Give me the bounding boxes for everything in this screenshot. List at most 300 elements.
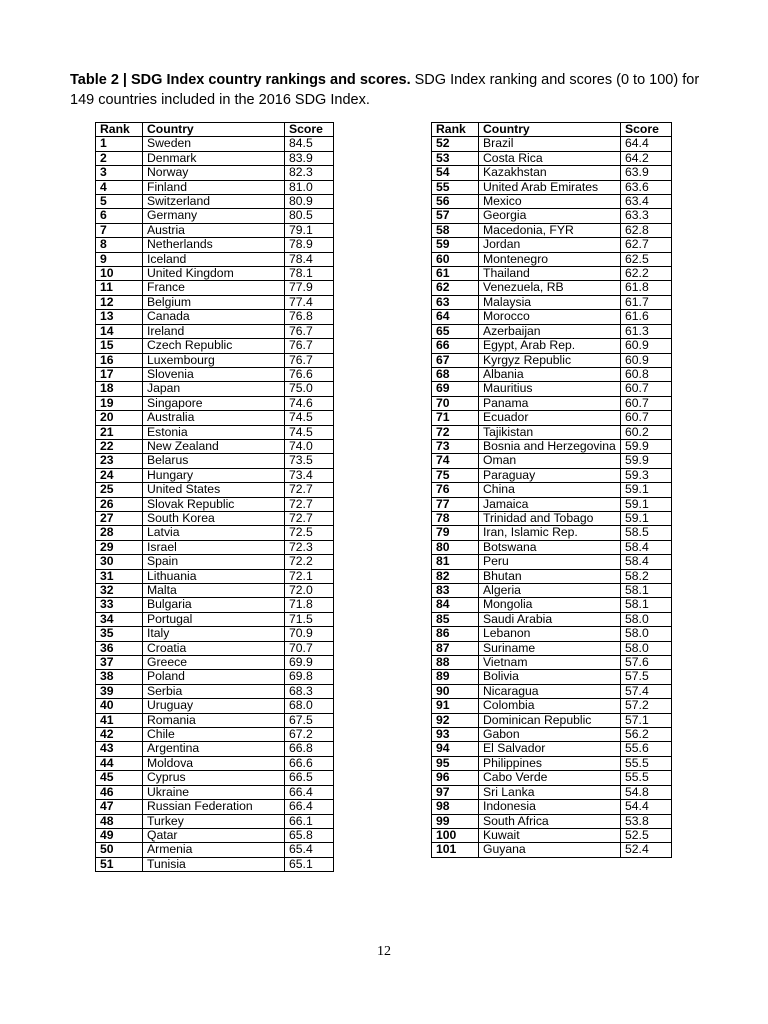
country-cell: Ukraine [143, 785, 285, 799]
score-cell: 59.1 [621, 511, 672, 525]
rank-cell: 1 [96, 137, 143, 151]
rank-cell: 27 [96, 511, 143, 525]
rank-cell: 62 [432, 281, 479, 295]
table-row [96, 324, 334, 338]
country-cell: Macedonia, FYR [479, 223, 621, 237]
table-row [96, 828, 334, 842]
table-row [432, 396, 672, 410]
table-row [96, 540, 334, 554]
score-cell: 62.2 [621, 267, 672, 281]
table-row [432, 828, 672, 842]
caption-text: SDG Index ranking and scores (0 to 100) for 149 countries included in the 2016 SDG Index. [70, 72, 700, 108]
country-cell: Botswana [479, 540, 621, 554]
table-row [96, 281, 334, 295]
table-row [432, 699, 672, 713]
country-cell: Armenia [143, 843, 285, 857]
score-cell: 76.7 [285, 339, 334, 353]
rank-cell: 60 [432, 252, 479, 266]
country-cell: Spain [143, 555, 285, 569]
rank-cell: 77 [432, 497, 479, 511]
score-cell: 61.6 [621, 310, 672, 324]
table-row [96, 684, 334, 698]
table-row [432, 800, 672, 814]
rank-cell: 73 [432, 439, 479, 453]
score-cell: 77.4 [285, 295, 334, 309]
rank-cell: 74 [432, 454, 479, 468]
table-row [96, 497, 334, 511]
table-row [96, 526, 334, 540]
country-cell: Jordan [479, 238, 621, 252]
score-cell: 74.5 [285, 425, 334, 439]
score-cell: 61.3 [621, 324, 672, 338]
rank-cell: 85 [432, 612, 479, 626]
table-row [96, 367, 334, 381]
country-cell: Serbia [143, 684, 285, 698]
country-cell: Indonesia [479, 800, 621, 814]
rank-cell: 64 [432, 310, 479, 324]
score-cell: 59.3 [621, 468, 672, 482]
score-cell: 73.4 [285, 468, 334, 482]
score-cell: 59.9 [621, 439, 672, 453]
table-row [96, 555, 334, 569]
table-row [96, 843, 334, 857]
country-cell: Belgium [143, 295, 285, 309]
country-cell: Portugal [143, 612, 285, 626]
table-row [96, 742, 334, 756]
country-cell: Croatia [143, 641, 285, 655]
score-cell: 63.3 [621, 209, 672, 223]
country-cell: Panama [479, 396, 621, 410]
country-cell: Romania [143, 713, 285, 727]
table-row [96, 238, 334, 252]
rank-cell: 30 [96, 555, 143, 569]
country-cell: Italy [143, 627, 285, 641]
rank-cell: 76 [432, 483, 479, 497]
table-header-row [432, 123, 672, 137]
country-cell: Paraguay [479, 468, 621, 482]
score-cell: 59.9 [621, 454, 672, 468]
country-cell: Singapore [143, 396, 285, 410]
rank-cell: 42 [96, 728, 143, 742]
rank-cell: 84 [432, 598, 479, 612]
table-row [432, 569, 672, 583]
table-row [96, 728, 334, 742]
rank-cell: 23 [96, 454, 143, 468]
score-cell: 70.7 [285, 641, 334, 655]
rank-cell: 52 [432, 137, 479, 151]
country-cell: Albania [479, 367, 621, 381]
rank-cell: 15 [96, 339, 143, 353]
country-cell: Tajikistan [479, 425, 621, 439]
score-cell: 72.0 [285, 584, 334, 598]
score-cell: 60.7 [621, 382, 672, 396]
table-row [432, 223, 672, 237]
country-cell: Denmark [143, 151, 285, 165]
country-cell: China [479, 483, 621, 497]
table-row [432, 238, 672, 252]
country-cell: Canada [143, 310, 285, 324]
rank-cell: 17 [96, 367, 143, 381]
table-caption [70, 70, 700, 110]
rank-cell: 96 [432, 771, 479, 785]
table-row [432, 540, 672, 554]
score-cell: 60.7 [621, 396, 672, 410]
rank-cell: 6 [96, 209, 143, 223]
rank-cell: 38 [96, 670, 143, 684]
page-number: 12 [377, 944, 391, 959]
country-cell: Estonia [143, 425, 285, 439]
score-cell: 54.4 [621, 800, 672, 814]
table-row [432, 742, 672, 756]
score-cell: 60.2 [621, 425, 672, 439]
country-cell: United States [143, 483, 285, 497]
rank-cell: 65 [432, 324, 479, 338]
table-row [96, 209, 334, 223]
table-row [432, 166, 672, 180]
country-cell: Hungary [143, 468, 285, 482]
country-cell: Tunisia [143, 857, 285, 871]
score-cell: 74.0 [285, 439, 334, 453]
score-cell: 73.5 [285, 454, 334, 468]
country-cell: Dominican Republic [479, 713, 621, 727]
score-cell: 60.8 [621, 367, 672, 381]
country-cell: Montenegro [479, 252, 621, 266]
country-cell: Poland [143, 670, 285, 684]
country-header: Country [479, 123, 621, 137]
score-cell: 61.8 [621, 281, 672, 295]
table-row [96, 800, 334, 814]
score-cell: 53.8 [621, 814, 672, 828]
country-cell: Algeria [479, 584, 621, 598]
rank-cell: 2 [96, 151, 143, 165]
country-cell: Trinidad and Tobago [479, 511, 621, 525]
country-cell: Chile [143, 728, 285, 742]
score-cell: 76.7 [285, 353, 334, 367]
country-cell: Morocco [479, 310, 621, 324]
score-cell: 65.4 [285, 843, 334, 857]
score-cell: 58.1 [621, 598, 672, 612]
table-row [96, 195, 334, 209]
score-cell: 58.4 [621, 555, 672, 569]
table-row [432, 367, 672, 381]
table-row [96, 612, 334, 626]
rank-cell: 21 [96, 425, 143, 439]
score-header: Score [285, 123, 334, 137]
country-cell: Austria [143, 223, 285, 237]
score-cell: 72.2 [285, 555, 334, 569]
score-cell: 57.6 [621, 656, 672, 670]
table-row [96, 425, 334, 439]
table-row [96, 223, 334, 237]
country-cell: Uruguay [143, 699, 285, 713]
country-cell: Bulgaria [143, 598, 285, 612]
table-row [96, 468, 334, 482]
rank-cell: 3 [96, 166, 143, 180]
rankings-table-right [431, 122, 672, 858]
table-row [432, 627, 672, 641]
score-cell: 78.1 [285, 267, 334, 281]
score-cell: 72.7 [285, 483, 334, 497]
rank-cell: 87 [432, 641, 479, 655]
rank-cell: 14 [96, 324, 143, 338]
country-cell: Bhutan [479, 569, 621, 583]
score-cell: 68.3 [285, 684, 334, 698]
rank-cell: 13 [96, 310, 143, 324]
country-cell: Brazil [479, 137, 621, 151]
table-row [96, 756, 334, 770]
country-cell: Mauritius [479, 382, 621, 396]
rank-cell: 71 [432, 411, 479, 425]
score-cell: 62.7 [621, 238, 672, 252]
rank-cell: 55 [432, 180, 479, 194]
score-cell: 71.5 [285, 612, 334, 626]
rank-cell: 7 [96, 223, 143, 237]
table-row [432, 584, 672, 598]
score-cell: 60.9 [621, 353, 672, 367]
table-row [432, 151, 672, 165]
table-row [96, 439, 334, 453]
table-row [96, 151, 334, 165]
score-cell: 62.5 [621, 252, 672, 266]
rank-cell: 43 [96, 742, 143, 756]
rank-cell: 40 [96, 699, 143, 713]
rank-cell: 56 [432, 195, 479, 209]
table-row [96, 396, 334, 410]
rank-cell: 94 [432, 742, 479, 756]
table-row [96, 483, 334, 497]
table-row [432, 843, 672, 857]
country-cell: Czech Republic [143, 339, 285, 353]
country-cell: Saudi Arabia [479, 612, 621, 626]
country-cell: Sweden [143, 137, 285, 151]
table-row [432, 252, 672, 266]
country-cell: Netherlands [143, 238, 285, 252]
score-cell: 59.1 [621, 497, 672, 511]
rank-cell: 9 [96, 252, 143, 266]
country-cell: Finland [143, 180, 285, 194]
table-row [432, 598, 672, 612]
score-cell: 56.2 [621, 728, 672, 742]
rank-cell: 95 [432, 756, 479, 770]
score-cell: 65.8 [285, 828, 334, 842]
country-cell: South Korea [143, 511, 285, 525]
table-row [432, 310, 672, 324]
score-cell: 55.5 [621, 756, 672, 770]
rank-cell: 90 [432, 684, 479, 698]
table-row [432, 497, 672, 511]
score-cell: 66.4 [285, 800, 334, 814]
score-header: Score [621, 123, 672, 137]
rank-cell: 10 [96, 267, 143, 281]
rank-cell: 88 [432, 656, 479, 670]
table-row [432, 511, 672, 525]
score-cell: 72.7 [285, 511, 334, 525]
country-cell: Belarus [143, 454, 285, 468]
score-cell: 60.9 [621, 339, 672, 353]
country-cell: United Arab Emirates [479, 180, 621, 194]
table-row [432, 324, 672, 338]
table-row [432, 771, 672, 785]
rank-cell: 46 [96, 785, 143, 799]
table-row [96, 411, 334, 425]
table-row [432, 483, 672, 497]
score-cell: 83.9 [285, 151, 334, 165]
rank-header: Rank [96, 123, 143, 137]
score-cell: 80.9 [285, 195, 334, 209]
score-cell: 65.1 [285, 857, 334, 871]
rank-cell: 80 [432, 540, 479, 554]
score-cell: 69.8 [285, 670, 334, 684]
table-row [432, 713, 672, 727]
table-row [432, 670, 672, 684]
country-cell: Vietnam [479, 656, 621, 670]
score-cell: 57.2 [621, 699, 672, 713]
table-row [432, 209, 672, 223]
country-cell: Colombia [479, 699, 621, 713]
table-row [96, 584, 334, 598]
table-row [96, 252, 334, 266]
rank-cell: 44 [96, 756, 143, 770]
rank-cell: 66 [432, 339, 479, 353]
country-cell: Japan [143, 382, 285, 396]
rank-cell: 97 [432, 785, 479, 799]
country-cell: Suriname [479, 641, 621, 655]
rank-cell: 67 [432, 353, 479, 367]
score-cell: 70.9 [285, 627, 334, 641]
score-cell: 76.6 [285, 367, 334, 381]
table-row [96, 699, 334, 713]
rank-cell: 69 [432, 382, 479, 396]
table-row [432, 281, 672, 295]
score-cell: 80.5 [285, 209, 334, 223]
score-cell: 68.0 [285, 699, 334, 713]
score-cell: 58.0 [621, 641, 672, 655]
table-body [96, 137, 334, 872]
country-cell: Norway [143, 166, 285, 180]
country-cell: New Zealand [143, 439, 285, 453]
table-row [432, 785, 672, 799]
country-cell: Turkey [143, 814, 285, 828]
rank-cell: 41 [96, 713, 143, 727]
country-cell: Philippines [479, 756, 621, 770]
country-cell: Lebanon [479, 627, 621, 641]
table-row [96, 569, 334, 583]
score-cell: 74.6 [285, 396, 334, 410]
rank-cell: 50 [96, 843, 143, 857]
score-cell: 67.5 [285, 713, 334, 727]
table-row [432, 814, 672, 828]
rankings-table-left [95, 122, 334, 872]
score-cell: 69.9 [285, 656, 334, 670]
rank-cell: 81 [432, 555, 479, 569]
country-cell: Egypt, Arab Rep. [479, 339, 621, 353]
rank-header: Rank [432, 123, 479, 137]
country-cell: Ecuador [479, 411, 621, 425]
table-row [96, 857, 334, 871]
score-cell: 66.5 [285, 771, 334, 785]
country-cell: Nicaragua [479, 684, 621, 698]
rank-cell: 4 [96, 180, 143, 194]
table-row [432, 728, 672, 742]
country-cell: Luxembourg [143, 353, 285, 367]
score-cell: 66.6 [285, 756, 334, 770]
table-header-row [96, 123, 334, 137]
score-cell: 57.4 [621, 684, 672, 698]
table-row [96, 454, 334, 468]
country-cell: Germany [143, 209, 285, 223]
table-row [432, 339, 672, 353]
country-cell: Cyprus [143, 771, 285, 785]
table-row [96, 267, 334, 281]
country-cell: Thailand [479, 267, 621, 281]
rank-cell: 53 [432, 151, 479, 165]
score-cell: 55.5 [621, 771, 672, 785]
rank-cell: 34 [96, 612, 143, 626]
table-row [432, 439, 672, 453]
table-row [96, 137, 334, 151]
table-row [96, 180, 334, 194]
rank-cell: 59 [432, 238, 479, 252]
rank-cell: 51 [96, 857, 143, 871]
country-cell: Slovak Republic [143, 497, 285, 511]
rank-cell: 48 [96, 814, 143, 828]
country-cell: Israel [143, 540, 285, 554]
country-cell: Australia [143, 411, 285, 425]
country-cell: Venezuela, RB [479, 281, 621, 295]
country-cell: Gabon [479, 728, 621, 742]
rank-cell: 83 [432, 584, 479, 598]
score-cell: 78.4 [285, 252, 334, 266]
score-cell: 58.4 [621, 540, 672, 554]
score-cell: 52.5 [621, 828, 672, 842]
rank-cell: 31 [96, 569, 143, 583]
score-cell: 57.5 [621, 670, 672, 684]
score-cell: 67.2 [285, 728, 334, 742]
rank-cell: 25 [96, 483, 143, 497]
rank-cell: 63 [432, 295, 479, 309]
rank-cell: 92 [432, 713, 479, 727]
rank-cell: 75 [432, 468, 479, 482]
score-cell: 81.0 [285, 180, 334, 194]
country-cell: Sri Lanka [479, 785, 621, 799]
table-row [96, 353, 334, 367]
country-cell: Mexico [479, 195, 621, 209]
country-cell: Costa Rica [479, 151, 621, 165]
rank-cell: 68 [432, 367, 479, 381]
table-row [432, 411, 672, 425]
score-cell: 62.8 [621, 223, 672, 237]
score-cell: 58.5 [621, 526, 672, 540]
country-header: Country [143, 123, 285, 137]
rank-cell: 5 [96, 195, 143, 209]
country-cell: South Africa [479, 814, 621, 828]
table-row [432, 526, 672, 540]
table-row [432, 612, 672, 626]
table-row [432, 180, 672, 194]
score-cell: 63.9 [621, 166, 672, 180]
rank-cell: 58 [432, 223, 479, 237]
score-cell: 84.5 [285, 137, 334, 151]
rank-cell: 91 [432, 699, 479, 713]
rank-cell: 98 [432, 800, 479, 814]
table-row [96, 627, 334, 641]
table-row [96, 598, 334, 612]
country-cell: Azerbaijan [479, 324, 621, 338]
table-row [432, 555, 672, 569]
score-cell: 75.0 [285, 382, 334, 396]
score-cell: 59.1 [621, 483, 672, 497]
score-cell: 74.5 [285, 411, 334, 425]
